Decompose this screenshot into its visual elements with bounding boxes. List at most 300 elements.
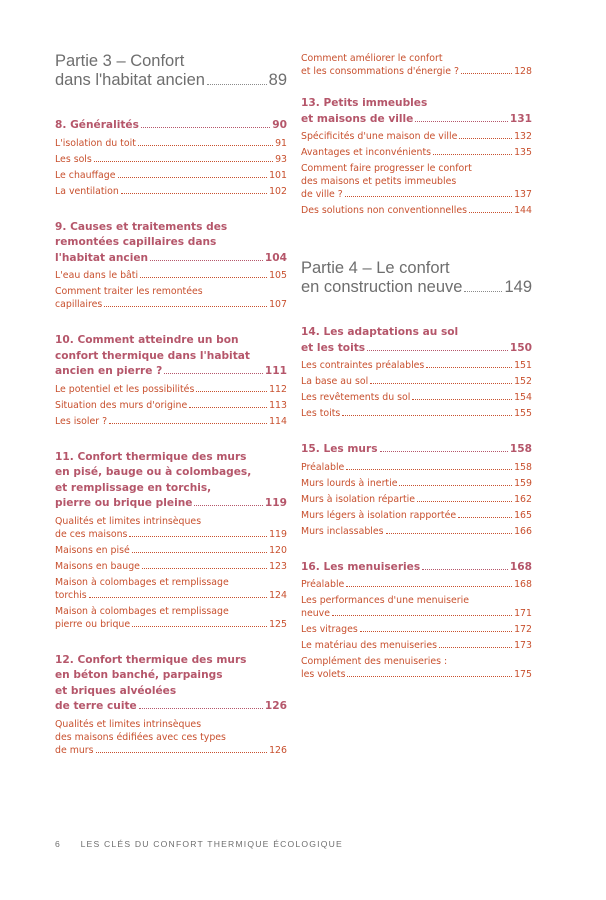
- entry-text: capillaires: [55, 299, 103, 310]
- entry-line: [301, 655, 532, 668]
- chapter-line: [301, 341, 532, 357]
- dot-leader: [118, 177, 268, 178]
- dot-leader: [360, 631, 512, 632]
- entry-line: [55, 560, 287, 573]
- dot-leader: [207, 84, 267, 85]
- entry-text: Situation des murs d'origine: [55, 399, 188, 411]
- chapter-block: [55, 118, 287, 198]
- entry-text: pierre ou brique: [55, 618, 131, 630]
- chapter-text: 11. Confort thermique des murs: [55, 450, 247, 463]
- entry-line: [301, 391, 532, 404]
- chapter-page-number: 158: [509, 443, 532, 455]
- chapter-line: [55, 333, 287, 349]
- entry-text: L'isolation du toit: [55, 137, 136, 149]
- chapter-text: 9. Causes et traitements des: [55, 220, 228, 233]
- chapter-heading[interactable]: [301, 325, 532, 356]
- entry-text: La base au sol: [301, 376, 369, 387]
- entry-line: [55, 731, 287, 744]
- chapter-page-number: 90: [272, 119, 287, 131]
- toc-right-column: [301, 52, 532, 684]
- part-text: Partie 4 – Le confort: [301, 259, 450, 277]
- entry-text: Murs à isolation répartie: [301, 493, 416, 505]
- toc-entry[interactable]: [301, 407, 532, 420]
- entry-text: torchis: [55, 589, 87, 601]
- toc-entry[interactable]: [55, 399, 287, 412]
- entry-text: Préalable: [301, 579, 345, 590]
- toc-entry[interactable]: [55, 269, 287, 282]
- chapter-heading[interactable]: [301, 442, 532, 458]
- entry-page-number: 155: [514, 408, 532, 419]
- toc-entry[interactable]: [55, 185, 287, 198]
- entry-page-number: 158: [514, 461, 532, 473]
- entry-text: Des solutions non conventionnelles: [301, 205, 468, 216]
- entry-text: Le chauffage: [55, 169, 116, 181]
- entry-line: [301, 525, 532, 538]
- entry-text: Complément des menuiseries :: [301, 656, 448, 667]
- entry-line: [301, 607, 532, 620]
- chapter-entries: [55, 718, 287, 757]
- entry-line: [301, 668, 532, 681]
- entry-line: [301, 204, 532, 217]
- entry-text: des maisons édifiées avec ces types: [55, 731, 226, 743]
- chapter-line: [55, 653, 287, 669]
- entry-line: [55, 618, 287, 631]
- chapter-text: de terre cuite: [55, 700, 137, 712]
- entry-text: Murs lourds à inertie: [301, 477, 398, 489]
- chapter-line: [301, 560, 532, 576]
- chapter-line: [55, 220, 287, 236]
- entry-line: [301, 175, 532, 188]
- chapter-heading[interactable]: [301, 96, 532, 127]
- dot-leader: [367, 350, 508, 351]
- entry-page-number: 105: [269, 270, 287, 281]
- chapter-block: [55, 450, 287, 631]
- dot-leader: [370, 383, 512, 384]
- chapter-entries: [55, 137, 287, 198]
- dot-leader: [89, 597, 267, 598]
- toc-entry[interactable]: [301, 204, 532, 217]
- toc-entry[interactable]: [301, 461, 532, 474]
- chapter-page-number: 104: [264, 251, 287, 264]
- entry-text: Les toits: [301, 408, 341, 419]
- dot-leader: [469, 212, 512, 213]
- entry-page-number: 112: [269, 383, 287, 395]
- dot-leader: [439, 647, 512, 648]
- entry-line: [55, 605, 287, 618]
- toc-entry[interactable]: [301, 578, 532, 591]
- chapter-line: [55, 118, 287, 134]
- part-page-number: 89: [268, 71, 287, 89]
- chapter-text: et les toits: [301, 341, 366, 354]
- toc-entry[interactable]: [301, 359, 532, 372]
- toc-entry[interactable]: [301, 509, 532, 522]
- entry-line: [301, 52, 532, 65]
- toc-entry[interactable]: [301, 639, 532, 652]
- entry-page-number: 144: [514, 205, 532, 216]
- toc-entry[interactable]: [55, 153, 287, 166]
- entry-line: [55, 544, 287, 557]
- chapter-entries: [301, 461, 532, 538]
- entry-page-number: 113: [269, 399, 287, 411]
- dot-leader: [332, 615, 512, 616]
- chapter-heading[interactable]: [55, 333, 287, 380]
- chapter-text: en béton banché, parpaings: [55, 669, 223, 681]
- entry-text: Murs légers à isolation rapportée: [301, 509, 457, 521]
- entry-line: [55, 515, 287, 528]
- dot-leader: [459, 138, 512, 139]
- toc-entry[interactable]: [55, 718, 287, 757]
- dot-leader: [196, 391, 267, 392]
- dot-leader: [342, 415, 512, 416]
- chapter-line: [55, 364, 287, 380]
- dot-leader: [347, 676, 512, 677]
- entry-page-number: 159: [514, 477, 532, 489]
- chapter-text: 16. Les menuiseries: [301, 560, 421, 573]
- entry-text: Qualités et limites intrinsèques: [55, 718, 202, 730]
- entry-text: Maison à colombages et remplissage: [55, 605, 229, 617]
- chapter-text: confort thermique dans l'habitat: [55, 349, 250, 362]
- part-heading[interactable]: [55, 52, 287, 90]
- entry-text: Les sols: [55, 153, 92, 165]
- chapter-entries: [301, 578, 532, 681]
- chapter-line: [301, 112, 532, 128]
- entry-page-number: 154: [514, 392, 532, 403]
- entry-line: [55, 169, 287, 182]
- entry-text: Les isoler ?: [55, 415, 108, 427]
- entry-page-number: 152: [514, 376, 532, 387]
- chapter-entries: [301, 359, 532, 420]
- entry-line: [301, 509, 532, 522]
- entry-line: [55, 137, 287, 150]
- entry-text: de murs: [55, 744, 94, 756]
- dot-leader: [458, 517, 512, 518]
- entry-text: Qualités et limites intrinsèques: [55, 515, 202, 527]
- toc-entry[interactable]: [55, 560, 287, 573]
- entry-page-number: 165: [514, 509, 532, 521]
- part-page-number: 149: [504, 278, 532, 296]
- entry-text: des maisons et petits immeubles: [301, 176, 457, 187]
- entry-text: Comment améliorer le confort: [301, 53, 443, 64]
- chapter-heading[interactable]: [55, 653, 287, 715]
- chapter-block: [301, 96, 532, 217]
- chapter-line: [55, 496, 287, 512]
- entry-line: [55, 269, 287, 282]
- dot-leader: [194, 505, 262, 506]
- chapter-text: en pisé, bauge ou à colombages,: [55, 466, 252, 478]
- entry-text: La ventilation: [55, 185, 119, 197]
- toc-entry[interactable]: [55, 285, 287, 311]
- entry-text: Préalable: [301, 461, 345, 473]
- part-text: en construction neuve: [301, 278, 463, 296]
- entry-text: Murs inclassables: [301, 525, 384, 537]
- toc-entry[interactable]: [301, 594, 532, 620]
- dot-leader: [380, 451, 508, 452]
- chapter-block: [55, 653, 287, 757]
- entry-page-number: 120: [269, 544, 287, 556]
- chapter-page-number: 119: [264, 497, 287, 509]
- chapter-heading[interactable]: [55, 220, 287, 267]
- entry-text: L'eau dans le bâti: [55, 270, 139, 281]
- entry-page-number: 123: [269, 560, 287, 572]
- entry-line: [55, 589, 287, 602]
- toc-entry[interactable]: [301, 623, 532, 636]
- entry-line: [301, 162, 532, 175]
- dot-leader: [164, 373, 263, 374]
- chapter-text: 15. Les murs: [301, 443, 378, 455]
- footer-book-title: LES CLÉS DU CONFORT THERMIQUE ÉCOLOGIQUE: [80, 839, 343, 849]
- entry-page-number: 124: [269, 589, 287, 601]
- dot-leader: [461, 73, 512, 74]
- dot-leader: [426, 367, 512, 368]
- chapter-line: [55, 465, 287, 481]
- entry-text: Les revêtements du sol: [301, 392, 411, 403]
- entry-page-number: 126: [269, 744, 287, 756]
- entry-page-number: 102: [269, 185, 287, 197]
- dot-leader: [417, 501, 512, 502]
- entry-text: Maison à colombages et remplissage: [55, 576, 229, 588]
- chapter-heading[interactable]: [301, 560, 532, 576]
- entry-page-number: 91: [275, 137, 287, 149]
- chapter-text: 14. Les adaptations au sol: [301, 326, 459, 338]
- dot-leader: [464, 291, 502, 292]
- chapter-text: ancien en pierre ?: [55, 365, 163, 377]
- dot-leader: [346, 469, 512, 470]
- dot-leader: [412, 399, 512, 400]
- chapter-page-number: 126: [264, 700, 287, 712]
- dot-leader: [139, 708, 263, 709]
- entry-line: [301, 359, 532, 372]
- chapter-entries: [301, 130, 532, 217]
- entry-text: Spécificités d'une maison de ville: [301, 131, 458, 142]
- entry-page-number: 114: [269, 415, 287, 427]
- entry-line: [55, 528, 287, 541]
- entry-text: Le potentiel et les possibilités: [55, 383, 195, 395]
- dot-leader: [415, 121, 508, 122]
- entry-line: [301, 461, 532, 474]
- chapter-text: 12. Confort thermique des murs: [55, 653, 247, 666]
- entry-page-number: 172: [514, 624, 532, 635]
- entry-page-number: 128: [514, 66, 532, 77]
- dot-leader: [422, 569, 508, 570]
- entry-line: [301, 493, 532, 506]
- chapter-text: remontées capillaires dans: [55, 236, 217, 248]
- chapter-line: [301, 442, 532, 458]
- entry-line: [301, 407, 532, 420]
- entry-line: [301, 578, 532, 591]
- dot-leader: [96, 752, 268, 753]
- entry-line: [301, 188, 532, 201]
- chapter-line: [55, 668, 287, 684]
- dot-leader: [104, 306, 267, 307]
- entry-line: [301, 130, 532, 143]
- entry-text: Maisons en pisé: [55, 544, 130, 556]
- chapter-entries: [301, 52, 532, 78]
- dot-leader: [129, 536, 267, 537]
- chapter-block: [301, 442, 532, 538]
- entry-group: [301, 52, 532, 78]
- toc-entry[interactable]: [301, 477, 532, 490]
- entry-text: et les consommations d'énergie ?: [301, 66, 459, 77]
- toc-entry[interactable]: [55, 515, 287, 541]
- chapter-line: [55, 450, 287, 466]
- entry-line: [301, 65, 532, 78]
- entry-page-number: 132: [514, 131, 532, 142]
- dot-leader: [189, 407, 267, 408]
- chapter-entries: [55, 269, 287, 311]
- entry-line: [55, 185, 287, 198]
- entry-line: [55, 153, 287, 166]
- entry-page-number: 171: [514, 608, 532, 619]
- chapter-line: [55, 481, 287, 497]
- entry-text: Comment traiter les remontées: [55, 286, 203, 297]
- dot-leader: [141, 127, 270, 128]
- chapter-entries: [55, 515, 287, 631]
- toc-entry[interactable]: [55, 169, 287, 182]
- part-text: dans l'habitat ancien: [55, 71, 205, 89]
- dot-leader: [121, 193, 267, 194]
- toc-entry[interactable]: [55, 544, 287, 557]
- chapter-line: [55, 251, 287, 267]
- toc-entry[interactable]: [301, 130, 532, 143]
- dot-leader: [346, 586, 512, 587]
- entry-text: Comment faire progresser le confort: [301, 163, 472, 174]
- entry-page-number: 107: [269, 299, 287, 310]
- dot-leader: [140, 277, 267, 278]
- chapter-page-number: 168: [509, 560, 532, 573]
- entry-line: [301, 375, 532, 388]
- toc-entry[interactable]: [301, 375, 532, 388]
- chapter-page-number: 131: [509, 112, 532, 125]
- part-heading[interactable]: [301, 259, 532, 297]
- chapter-line: [55, 699, 287, 715]
- toc-entry[interactable]: [55, 605, 287, 631]
- toc-entry[interactable]: [301, 525, 532, 538]
- entry-text: Les contraintes préalables: [301, 360, 425, 371]
- footer-page-number: 6: [55, 839, 61, 849]
- chapter-text: l'habitat ancien: [55, 251, 149, 264]
- part-line: [301, 259, 532, 278]
- chapter-line: [55, 684, 287, 700]
- entry-page-number: 119: [269, 528, 287, 540]
- toc-entry[interactable]: [301, 493, 532, 506]
- chapter-text: 10. Comment atteindre un bon: [55, 334, 239, 346]
- entry-page-number: 151: [514, 360, 532, 371]
- part-line: [55, 71, 287, 90]
- entry-page-number: 162: [514, 493, 532, 505]
- dot-leader: [386, 533, 513, 534]
- chapter-line: [301, 96, 532, 112]
- chapter-heading[interactable]: [55, 118, 287, 134]
- entry-line: [301, 639, 532, 652]
- entry-page-number: 166: [514, 525, 532, 537]
- entry-page-number: 125: [269, 618, 287, 630]
- chapter-text: 13. Petits immeubles: [301, 97, 428, 109]
- chapter-text: et briques alvéolées: [55, 684, 177, 697]
- dot-leader: [138, 145, 273, 146]
- chapter-heading[interactable]: [55, 450, 287, 512]
- entry-line: [55, 576, 287, 589]
- chapter-page-number: 111: [264, 365, 287, 377]
- chapter-block: [301, 560, 532, 682]
- entry-line: [55, 383, 287, 396]
- entry-line: [301, 477, 532, 490]
- dot-leader: [150, 260, 263, 261]
- page-footer: [55, 839, 343, 849]
- entry-line: [301, 594, 532, 607]
- entry-text: Maisons en bauge: [55, 560, 140, 572]
- entry-line: [55, 399, 287, 412]
- entry-page-number: 93: [275, 153, 287, 165]
- entry-page-number: 135: [514, 147, 532, 158]
- entry-text: Le matériau des menuiseries: [301, 640, 437, 651]
- dot-leader: [142, 568, 267, 569]
- toc-entry[interactable]: [301, 146, 532, 159]
- entry-page-number: 168: [514, 579, 532, 590]
- entry-line: [55, 744, 287, 757]
- chapter-line: [301, 325, 532, 341]
- chapter-text: et remplissage en torchis,: [55, 481, 212, 494]
- chapter-line: [55, 235, 287, 251]
- chapter-entries: [55, 383, 287, 428]
- entry-page-number: 173: [514, 640, 532, 651]
- entry-line: [55, 285, 287, 298]
- entry-line: [55, 298, 287, 311]
- dot-leader: [109, 423, 267, 424]
- chapter-line: [55, 349, 287, 365]
- entry-text: de ville ?: [301, 189, 343, 200]
- entry-text: neuve: [301, 608, 330, 619]
- entry-line: [301, 623, 532, 636]
- chapter-text: pierre ou brique pleine: [55, 497, 193, 509]
- entry-page-number: 137: [514, 189, 532, 200]
- entry-text: les volets: [301, 669, 346, 680]
- entry-line: [55, 718, 287, 731]
- toc-entry[interactable]: [55, 137, 287, 150]
- dot-leader: [345, 196, 512, 197]
- part-line: [301, 278, 532, 297]
- chapter-page-number: 150: [509, 341, 532, 354]
- toc-entry[interactable]: [301, 391, 532, 404]
- toc-entry[interactable]: [301, 52, 532, 78]
- entry-text: de ces maisons: [55, 528, 128, 540]
- toc-entry[interactable]: [301, 655, 532, 681]
- dot-leader: [132, 626, 267, 627]
- chapter-block: [301, 325, 532, 420]
- dot-leader: [94, 161, 273, 162]
- entry-page-number: 101: [269, 169, 287, 181]
- toc-entry[interactable]: [55, 415, 287, 428]
- chapter-block: [55, 333, 287, 428]
- dot-leader: [433, 154, 512, 155]
- chapter-text: et maisons de ville: [301, 112, 414, 125]
- entry-line: [301, 146, 532, 159]
- toc-left-column: [55, 52, 287, 760]
- dot-leader: [399, 485, 512, 486]
- toc-entry[interactable]: [301, 162, 532, 201]
- entry-text: Avantages et inconvénients: [301, 147, 432, 158]
- chapter-text: 8. Généralités: [55, 119, 139, 131]
- entry-text: Les performances d'une menuiserie: [301, 595, 470, 606]
- part-text: Partie 3 – Confort: [55, 52, 185, 70]
- toc-entry[interactable]: [55, 576, 287, 602]
- entry-line: [55, 415, 287, 428]
- entry-page-number: 175: [514, 669, 532, 680]
- part-line: [55, 52, 287, 71]
- chapter-block: [55, 220, 287, 312]
- entry-text: Les vitrages: [301, 624, 358, 635]
- toc-entry[interactable]: [55, 383, 287, 396]
- dot-leader: [132, 552, 267, 553]
